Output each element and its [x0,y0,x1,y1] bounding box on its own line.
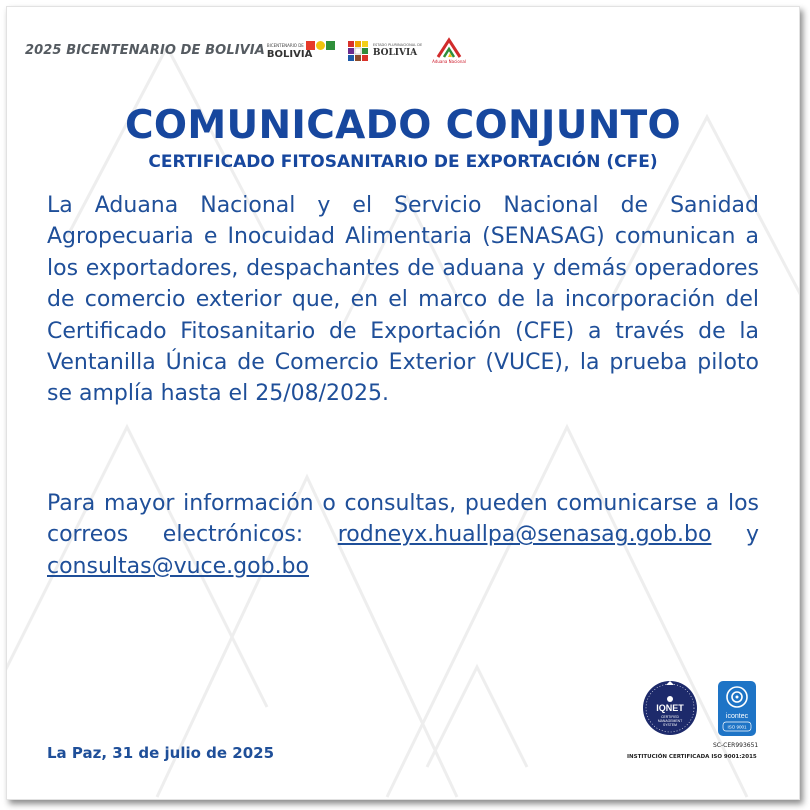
iqnet-badge [643,681,697,735]
announcement-card [6,6,800,800]
bicentenario-logo-small: BICENTENARIO DE [266,43,304,48]
aduana-logo [432,37,466,64]
logo-square-yellow [316,41,325,50]
iqnet-sub3: SYSTEM [663,723,677,727]
icontec-badge [718,681,756,736]
aduana-logo-name: Aduana Nacional [432,59,466,64]
cert-institution: INSTITUCIÓN CERTIFICADA ISO 9001:2015 [627,754,757,760]
date-text: La Paz, 31 de julio de 2025 [47,744,275,762]
email-link-vuce[interactable]: consultas@vuce.gob.bo [47,553,309,579]
gobierno-logo [346,39,422,63]
email-link-senasag[interactable]: rodneyx.huallpa@senasag.gob.bo [337,522,712,548]
iqnet-label: IQNET [656,703,684,713]
aduana-triangle-icon [434,37,464,59]
bicentenario-logo [267,41,336,60]
cert-code: SC-CER993651 [713,742,759,749]
wiphala-seal-icon [346,39,370,63]
contact-text: Para mayor información o consultas, pueden comunicarse a los correos electrónicos: [47,491,759,548]
gobierno-logo-name: BOLIVIA [372,48,418,58]
icontec-label: icontec [725,713,749,720]
gobierno-logo-small: ESTADO PLURINACIONAL DE [372,43,423,47]
body-paragraph-2 [47,488,759,582]
logo-square-green [326,41,335,50]
icontec-iso: ISO 9001 [727,724,747,730]
conjunction-text: y [745,522,759,548]
body-paragraph-1: La Aduana Nacional y el Servicio Nacional de Sanidad Agropecuaria e Inocuidad Alimentaria (SENASAG) comunican a los exportadores, despachantes de aduana y demás operadores de comercio exterior que, en el marco de la incorporación del Certificado Fitosanitario de Exportación (CFE) a través de la Ventanilla Única de Comercio Exterior (VUCE), la prueba piloto se amplía hasta el 25/08/2025. [47,193,759,407]
header-bar [25,37,466,64]
bicentenario-label: 2025 BICENTENARIO DE BOLIVIA [25,43,265,58]
bicentenario-logo-name: BOLIVIA [266,49,313,60]
iqnet-sub1: CERTIFIED [661,715,679,719]
page-subtitle: CERTIFICADO FITOSANITARIO DE EXPORTACIÓN (CFE) [148,152,658,172]
page-title: COMUNICADO CONJUNTO [124,103,681,148]
iqnet-sub2: MANAGEMENT [657,719,683,723]
